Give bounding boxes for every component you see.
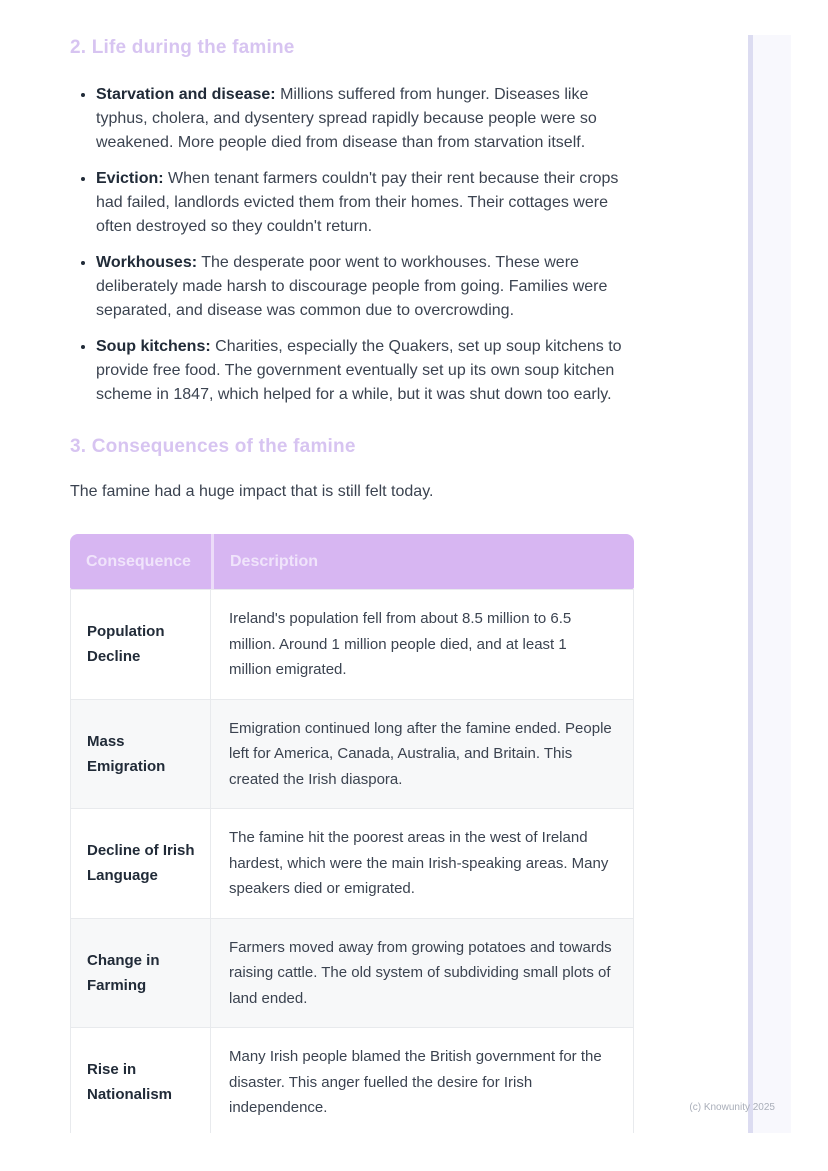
consequence-cell: Rise in Nationalism	[70, 1028, 211, 1133]
consequence-cell: Population Decline	[70, 589, 211, 700]
table-row	[70, 589, 634, 700]
consequence-cell: Change in Farming	[70, 919, 211, 1029]
list-item-eviction	[96, 167, 634, 239]
section-heading-life-during-famine: 2. Life during the famine	[70, 37, 295, 58]
description-cell: Farmers moved away from growing potatoes and towards raising cattle. The old system of subdividing small plots of land ended.	[211, 919, 634, 1029]
column-header-description: Description	[211, 534, 634, 589]
consequence-cell: Mass Emigration	[70, 700, 211, 810]
bullet-text: When tenant farmers couldn't pay their rent because their crops had failed, landlords evicted them from their homes. Their cottages were often destroyed so they couldn't return.	[96, 170, 619, 235]
column-header-consequence: Consequence	[70, 534, 211, 589]
table-row	[70, 919, 634, 1029]
bullet-lead: Soup kitchens:	[96, 338, 211, 355]
right-accent-strip	[748, 35, 791, 1133]
bullet-text: The desperate poor went to workhouses. These were deliberately made harsh to discourage people from going. Families were separated, and disease was common due to overcrowding.	[96, 254, 608, 319]
list-item-workhouses	[96, 251, 634, 323]
section-heading-consequences: 3. Consequences of the famine	[70, 436, 356, 457]
table-row	[70, 809, 634, 919]
table-row	[70, 1028, 634, 1133]
bullet-lead: Starvation and disease:	[96, 86, 276, 103]
list-item-starvation	[96, 83, 634, 155]
bullet-lead: Eviction:	[96, 170, 164, 187]
description-cell: Ireland's population fell from about 8.5 million to 6.5 million. Around 1 million people died, and at least 1 million emigrated.	[211, 589, 634, 700]
bullet-lead: Workhouses:	[96, 254, 198, 271]
description-cell: Emigration continued long after the famine ended. People left for America, Canada, Australia, and Britain. This created the Irish diaspora.	[211, 700, 634, 810]
page-content	[70, 0, 634, 1133]
description-cell: Many Irish people blamed the British government for the disaster. This anger fuelled the desire for Irish independence.	[211, 1028, 634, 1133]
intro-paragraph: The famine had a huge impact that is still felt today.	[70, 483, 434, 500]
description-cell: The famine hit the poorest areas in the west of Ireland hardest, which were the main Irish-speaking areas. Many speakers died or emigrated.	[211, 809, 634, 919]
table-row	[70, 700, 634, 810]
table-header-row	[70, 534, 634, 589]
bullet-list	[70, 83, 634, 407]
bullet-text: Charities, especially the Quakers, set up soup kitchens to provide free food. The government eventually set up its own soup kitchen scheme in 1847, which helped for a while, but it was shut down too early.	[96, 338, 622, 403]
consequences-table	[70, 534, 634, 1133]
bullet-text: Millions suffered from hunger. Diseases like typhus, cholera, and dysentery spread rapidly because people were so weakened. More people died from disease than from starvation itself.	[96, 86, 597, 151]
watermark: (c) Knowunity 2025	[689, 1102, 775, 1113]
list-item-soup-kitchens	[96, 335, 634, 407]
consequence-cell: Decline of Irish Language	[70, 809, 211, 919]
